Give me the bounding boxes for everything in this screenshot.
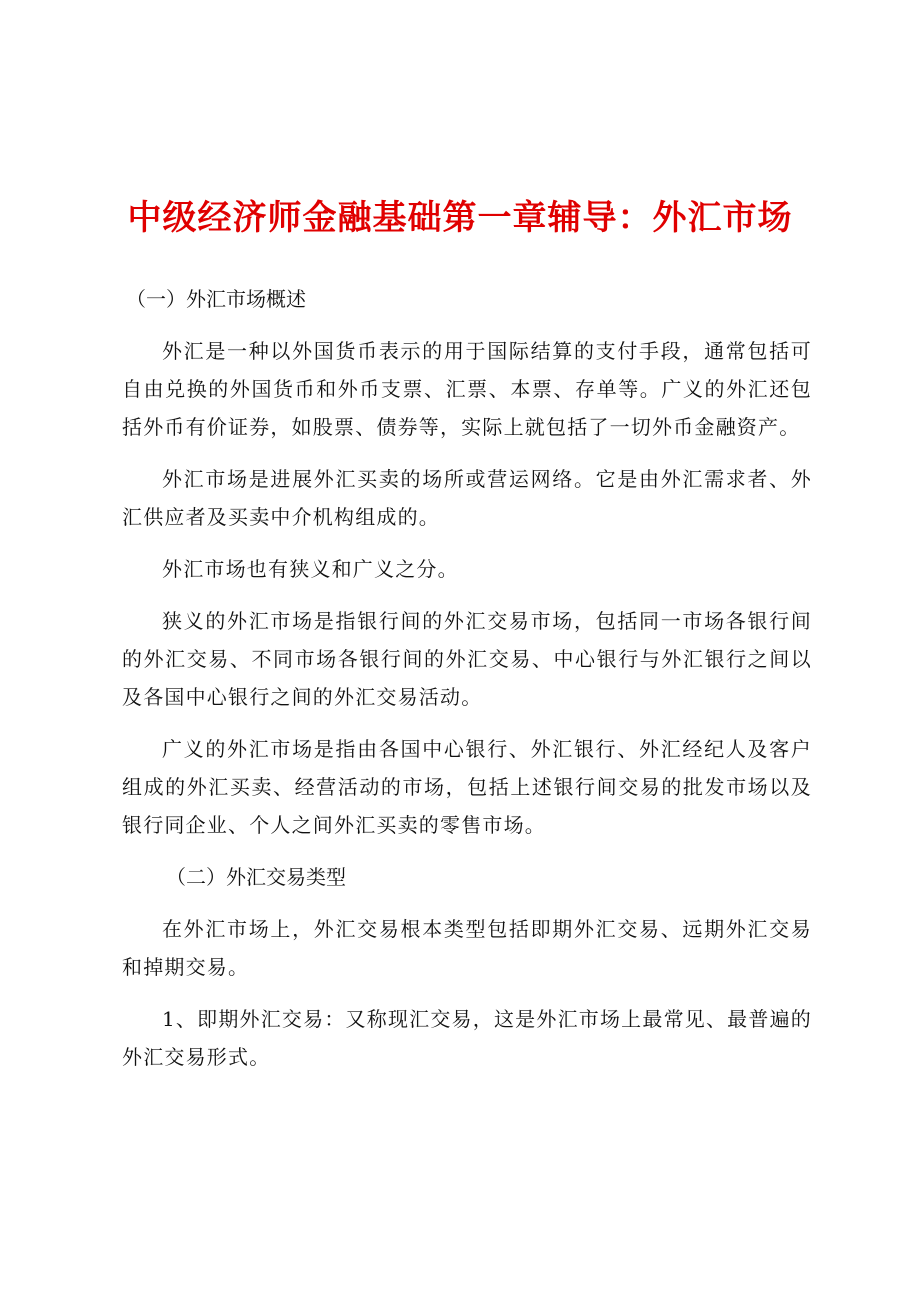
- section-heading: （一）外汇市场概述: [126, 287, 306, 311]
- paragraph: 外汇市场是进展外汇买卖的场所或营运网络。它是由外汇需求者、外汇供应者及买卖中介机构组成的。: [122, 467, 812, 529]
- paragraph: 外汇市场也有狭义和广义之分。: [162, 557, 459, 581]
- paragraph: 狭义的外汇市场是指银行间的外汇交易市场，包括同一市场各银行间的外汇交易、不同市场各银行间的外汇交易、中心银行与外汇银行之间以及各国中心银行之间的外汇交易活动。: [122, 609, 812, 709]
- section-heading: （二）外汇交易类型: [166, 865, 346, 889]
- paragraph: 在外汇市场上，外汇交易根本类型包括即期外汇交易、远期外汇交易和掉期交易。: [122, 917, 812, 979]
- section-overview: [122, 280, 812, 844]
- paragraph: 1、即期外汇交易：又称现汇交易，这是外汇市场上最常见、最普遍的外汇交易形式。: [122, 1007, 812, 1069]
- document-body: [122, 280, 812, 1090]
- paragraph: 广义的外汇市场是指由各国中心银行、外汇银行、外汇经纪人及客户组成的外汇买卖、经营活动的市场，包括上述银行间交易的批发市场以及银行同企业、个人之间外汇买卖的零售市场。: [122, 737, 812, 837]
- section-trade-types: [122, 858, 812, 1076]
- document-title: 中级经济师金融基础第一章辅导：外汇市场: [127, 198, 793, 238]
- paragraph: 外汇是一种以外国货币表示的用于国际结算的支付手段，通常包括可自由兑换的外国货币和外币支票、汇票、本票、存单等。广义的外汇还包括外币有价证券，如股票、债券等，实际上就包括了一切外币金融资产。: [122, 339, 812, 439]
